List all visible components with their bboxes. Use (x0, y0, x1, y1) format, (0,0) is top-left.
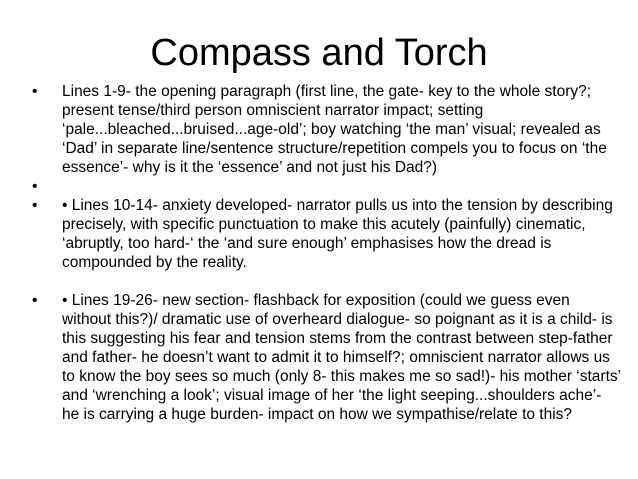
bullet-text: Lines 1-9- the opening paragraph (first line, the gate- key to the whole story?; present tense/third person omniscient narrator impact; setting ‘pale...bleached...bruised...age-old’; boy watching ‘the man’ visual; revealed as ‘Dad’ in separate line/sentence structure/repetition compels you to focus on ‘the essence’- why is it the ‘essence’ and not just his Dad?) (62, 83, 607, 176)
bullet-item (32, 177, 622, 196)
slide-title: Compass and Torch (150, 32, 488, 74)
bullet-marker: • (32, 178, 38, 195)
bullet-marker: • (32, 83, 38, 100)
bullet-marker: • (32, 292, 38, 309)
bullet-text: • Lines 10-14- anxiety developed- narrator pulls us into the tension by describing precisely, with specific punctuation to make this acutely (painfully) cinematic, ‘abruptly, too hard-‘ the ‘and sure enough’ emphasises how the dread is compounded by the reality. (62, 197, 613, 271)
bullet-item (32, 82, 622, 177)
bullet-text: • Lines 19-26- new section- flashback for exposition (could we guess even without this?)/ dramatic use of overheard dialogue- so poignant as it is a child- is this suggesting his fear and tension stems from the contrast between step-father and father- he doesn’t want to admit it to himself?; omniscient narrator allows us to know the boy sees so much (only 8- this makes me so sad!)- his mother ‘starts’ and ‘wrenching a look’; visual image of her ‘the light seeping...shoulders ache’- he is carrying a huge burden- impact on how we sympathise/relate to this? (62, 292, 621, 423)
bullet-item (32, 196, 622, 272)
bullet-list (32, 82, 622, 424)
bullet-marker: • (32, 197, 38, 214)
bullet-item (32, 291, 622, 424)
